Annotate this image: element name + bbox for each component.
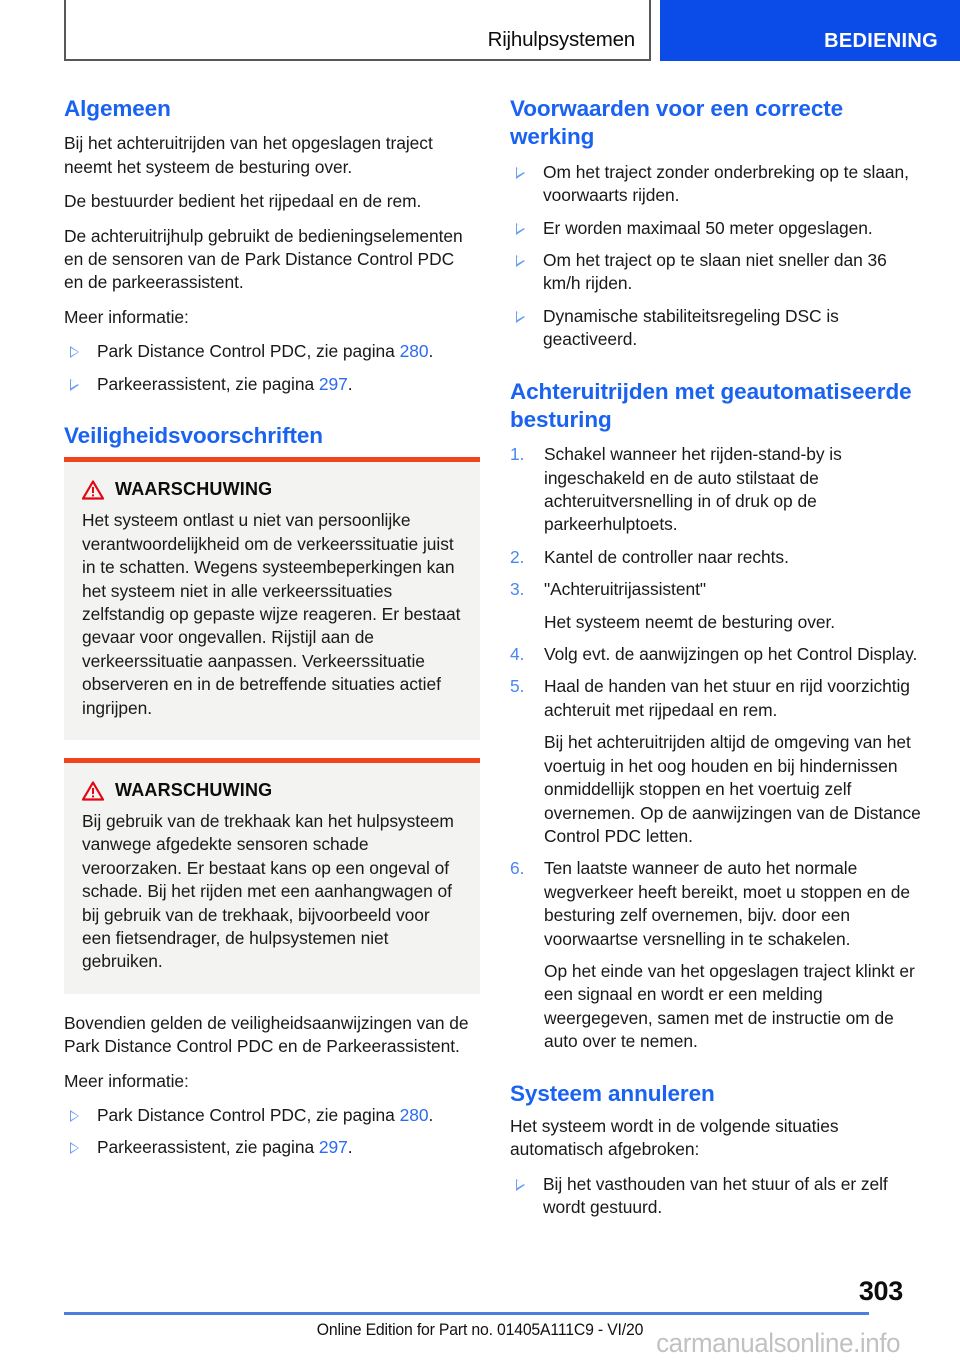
triangle-bullet-icon <box>70 346 79 358</box>
list-item <box>510 249 923 296</box>
spacer <box>510 1054 923 1080</box>
procedure-step <box>510 643 923 666</box>
triangle-bullet-icon <box>516 255 525 267</box>
list-item-text: Om het traject op te slaan niet sneller dan 36 km/h rijden. <box>543 249 887 294</box>
procedure-step <box>510 578 923 634</box>
paragraph: Meer informatie: <box>64 306 189 327</box>
warning-box <box>64 758 480 994</box>
list-item-suffix: . <box>347 1137 353 1158</box>
header-chapter-label: Rijhulpsystemen <box>487 28 635 51</box>
triangle-bullet-icon <box>70 1110 79 1122</box>
triangle-bullet-icon <box>516 167 525 179</box>
list-item-text: Parkeerassistent, zie pagina <box>97 1137 319 1158</box>
step-note: Het systeem neemt de besturing over. <box>544 611 836 632</box>
spacer <box>510 352 923 378</box>
list-item-suffix: . <box>428 341 434 362</box>
list-item <box>510 305 923 352</box>
voorwaarden-list <box>510 161 923 352</box>
header-section-banner <box>660 0 960 61</box>
list-item-suffix: . <box>347 373 353 394</box>
step-number: 1. <box>510 444 525 465</box>
paragraph: Meer informatie: <box>64 1070 189 1091</box>
step-number: 3. <box>510 579 525 600</box>
list-item-suffix: . <box>428 1105 434 1126</box>
right-column <box>510 95 923 1220</box>
list-item-text: Park Distance Control PDC, zie pagina <box>97 1105 400 1126</box>
list-item <box>510 217 923 240</box>
list-item <box>64 1136 477 1159</box>
paragraph: Het systeem wordt in de volgende situaties automatisch afgebroken: <box>510 1115 839 1160</box>
paragraph: Bij het achteruitrijden van het opgeslagen traject neemt het systeem de besturing over. <box>64 133 433 177</box>
list-item-text: Bij het vasthouden van het stuur of als er zelf wordt gestuurd. <box>543 1173 888 1218</box>
paragraph: De bestuurder bedient het rijpedaal en de rem. <box>64 191 422 212</box>
heading-systeem-annuleren: Systeem annuleren <box>510 1080 715 1106</box>
annuleren-list <box>510 1173 923 1220</box>
site-watermark: carmanualsonline.info <box>656 1328 901 1358</box>
step-text: Kantel de controller naar rechts. <box>544 546 789 567</box>
page-reference-link[interactable]: 280 <box>399 1105 429 1126</box>
paragraph: De achteruitrijhulp gebruikt de bedieningselementen en de sensoren van de Park Distance Control PDC en de parkeerassistent. <box>64 225 463 293</box>
triangle-bullet-icon <box>70 1142 79 1154</box>
heading-veiligheidsvoorschriften: Veiligheidsvoorschriften <box>64 423 323 448</box>
step-text: "Achteruitrijassistent" <box>544 579 706 600</box>
warning-triangle-icon <box>82 781 104 801</box>
spacer <box>64 994 477 1012</box>
spacer <box>64 740 477 758</box>
triangle-bullet-icon <box>70 379 79 391</box>
warning-box-title <box>82 780 462 801</box>
page-header <box>0 0 960 63</box>
warning-body: Het systeem ontlast u niet van persoonlijke verantwoordelijkheid om de verkeerssituatie juist in te schatten. Wegens systeembeperkingen kan het systeem niet in alle verkeerssituaties zelfstandig op gepaste wijze reageren. Er bestaat gevaar voor ongevallen. Rijstijl aan de verkeerssituatie aanpassen. Verkeerssituatie observeren en in de betreffende situaties actief ingrijpen. <box>82 510 461 718</box>
list-item-text: Dynamische stabiliteitsregeling DSC is geactiveerd. <box>543 305 839 350</box>
header-section-label: BEDIENING <box>824 30 938 52</box>
header-chapter-tab <box>64 0 651 61</box>
step-number: 5. <box>510 676 525 697</box>
procedure-step <box>510 857 923 1053</box>
step-note: Bij het achteruitrijden altijd de omgeving van het voertuig in het oog houden en bij hindernissen onmiddellijk stoppen en het voertuig zelf overnemen. Op de aanwijzingen van de Distance Control PDC letten. <box>544 732 921 846</box>
step-text: Ten laatste wanneer de auto het normale wegverkeer heeft bereikt, moet u stoppen en de besturing zelf overnemen, bijv. door een voorwaartse versnelling in te schakelen. <box>544 858 911 949</box>
reference-list-bottom <box>64 1104 477 1160</box>
warning-triangle-icon <box>82 480 104 500</box>
list-item-text: Park Distance Control PDC, zie pagina <box>97 341 400 362</box>
page-reference-link[interactable]: 297 <box>318 1137 348 1158</box>
list-item <box>510 1173 923 1220</box>
page-reference-link[interactable]: 280 <box>399 341 429 362</box>
step-number: 2. <box>510 546 525 567</box>
list-item-text: Parkeerassistent, zie pagina <box>97 373 319 394</box>
warning-body: Bij gebruik van de trekhaak kan het hulpsysteem vanwege afgedekte sensoren schade veroorzaken. Er bestaat kans op een ongeval of schade. Bij het rijden met een aanhangwagen of bij gebruik van de trekhaak, bijvoorbeeld voor een fietsendrager, de hulpsystemen niet gebruiken. <box>82 811 454 972</box>
step-number: 4. <box>510 644 525 665</box>
left-column <box>64 95 477 1160</box>
list-item <box>510 161 923 208</box>
procedure-step <box>510 675 923 848</box>
footer-edition-text: Online Edition for Part no. 01405A111C9 - VI/20 <box>316 1320 644 1339</box>
triangle-bullet-icon <box>516 223 525 235</box>
step-text: Schakel wanneer het rijden-stand-by is ingeschakeld en de auto stilstaat de achteruitversnelling in of druk op de parkeerhulptoets. <box>544 444 842 535</box>
triangle-bullet-icon <box>516 1179 525 1191</box>
triangle-bullet-icon <box>516 311 525 323</box>
footer-divider <box>64 1312 869 1315</box>
heading-voorwaarden: Voorwaarden voor een correcte werking <box>510 96 844 150</box>
procedure-step-list <box>510 443 923 1053</box>
page-number: 303 <box>858 1276 903 1306</box>
warning-label: WAARSCHUWING <box>115 780 273 800</box>
procedure-step <box>510 443 923 537</box>
procedure-step <box>510 546 923 569</box>
heading-algemeen: Algemeen <box>64 96 171 121</box>
list-item-text: Om het traject zonder onderbreking op te slaan, voorwaarts rijden. <box>543 161 909 206</box>
reference-list-top <box>64 340 477 396</box>
warning-box <box>64 457 480 740</box>
step-text: Volg evt. de aanwijzingen op het Control Display. <box>544 644 918 665</box>
page-reference-link[interactable]: 297 <box>318 373 348 394</box>
warning-label: WAARSCHUWING <box>115 479 273 500</box>
step-note: Op het einde van het opgeslagen traject klinkt er een signaal en wordt er een melding weergegeven, samen met de instructie om de auto over te nemen. <box>544 960 915 1052</box>
step-number: 6. <box>510 858 525 879</box>
spacer <box>64 396 477 422</box>
paragraph: Bovendien gelden de veiligheidsaanwijzingen van de Park Distance Control PDC en de Parkeerassistent. <box>64 1012 469 1057</box>
step-text: Haal de handen van het stuur en rijd voorzichtig achteruit met rijpedaal en rem. <box>544 676 910 720</box>
list-item <box>64 373 477 396</box>
list-item <box>64 340 477 363</box>
warning-box-title <box>82 479 462 500</box>
list-item-text: Er worden maximaal 50 meter opgeslagen. <box>543 217 873 238</box>
heading-achteruitrijden: Achteruitrijden met geautomatiseerde besturing <box>510 378 912 432</box>
list-item <box>64 1104 477 1127</box>
